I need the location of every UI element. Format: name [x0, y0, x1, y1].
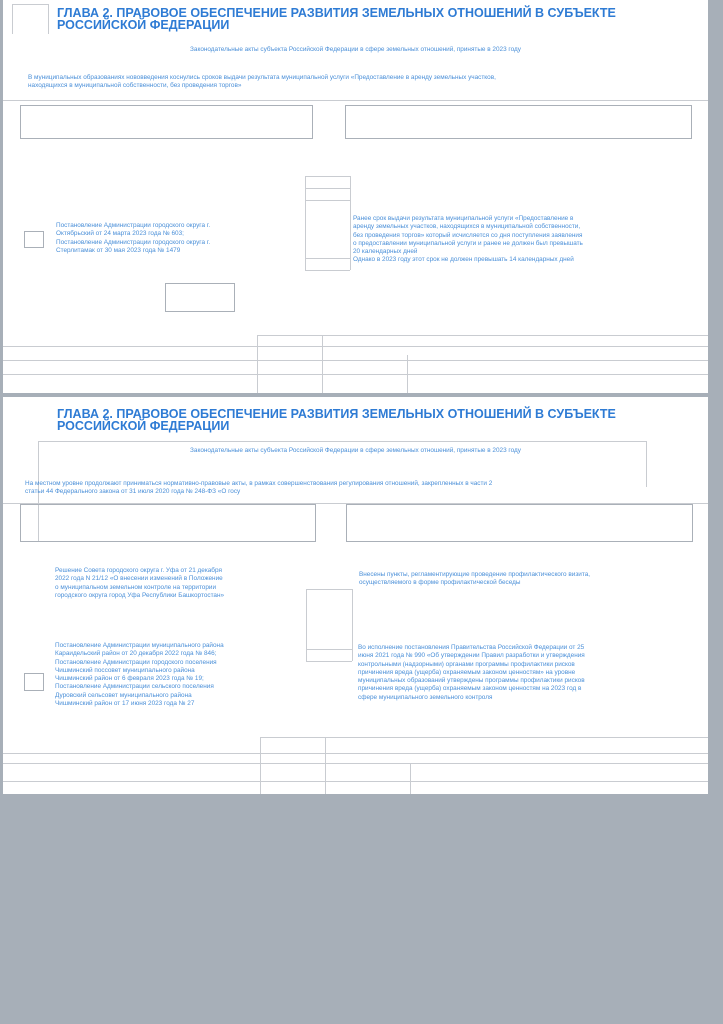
- description-line: без проведения торгов» который исчисляется со дня поступления заявления: [353, 231, 583, 239]
- description-line: Внесены пункты, регламентирующие проведение профилактического визита,: [359, 571, 591, 578]
- header-box-left: [20, 504, 316, 542]
- frame-line: [325, 737, 326, 794]
- description-line: причинения вреда (ущерба) охраняемым законом ценностям на 2023 год в: [358, 685, 582, 693]
- title-line: ГЛАВА 2. ПРАВОВОЕ ОБЕСПЕЧЕНИЕ РАЗВИТИЯ ЗЕМЕЛЬНЫХ ОТНОШЕНИЙ В СУБЪЕКТЕ: [57, 407, 616, 421]
- frame-line: [12, 4, 13, 34]
- description-line: о предоставлении муниципальной услуги и ранее не должен был превышать: [353, 239, 583, 247]
- subtitle: Законодательные акты субъекта Российской Федерации в сфере земельных отношений, принятые в 2023 году: [190, 46, 521, 53]
- document-line: Решение Совета городского округа г. Уфа от 21 декабря: [55, 567, 222, 574]
- description-line: причинения вреда (ущерба) охраняемым законом ценностям» на уровне: [358, 668, 576, 676]
- frame-line: [350, 176, 351, 270]
- description-line: Во исполнение постановления Правительства Российской Федерации от 25: [358, 644, 585, 651]
- document-line: Стерлитамак от 30 мая 2023 года № 1479: [56, 246, 181, 254]
- frame-line: [257, 335, 708, 336]
- checkbox-placeholder: [24, 231, 44, 248]
- frame-line: [3, 346, 708, 347]
- frame-line: [407, 355, 408, 393]
- intro-paragraph: [28, 74, 688, 91]
- document-line: Постановление Администрации муниципального района: [55, 642, 224, 649]
- frame-line: [260, 737, 708, 738]
- frame-line: [3, 781, 708, 782]
- documents-block-1: [55, 567, 296, 600]
- frame-line: [257, 335, 258, 393]
- description-line: контрольными (надзорными) органами программы профилактики рисков: [358, 660, 575, 668]
- frame-line: [352, 589, 353, 661]
- document-line: Чишминский поссовет муниципального района: [55, 666, 195, 674]
- frame-line: [3, 763, 708, 764]
- description-line: аренду земельных участков, находящихся в муниципальной собственности,: [353, 223, 581, 231]
- frame-line: [3, 374, 708, 375]
- frame-line: [306, 661, 352, 662]
- document-line: Октябрьский от 24 марта 2023 года № 603;: [56, 230, 184, 238]
- description-line: сфере муниципального земельного контроля: [358, 693, 493, 701]
- frame-line: [306, 589, 352, 590]
- header-box-left: [20, 105, 313, 139]
- frame-line: [305, 176, 306, 270]
- document-line: Чишминский район от 6 февраля 2023 года № 19;: [55, 675, 204, 683]
- frame-line: [306, 589, 307, 661]
- frame-line: [305, 200, 350, 201]
- frame-line: [3, 360, 708, 361]
- documents-block-2: [55, 642, 293, 708]
- document-line: Постановление Администрации городского округа г.: [56, 238, 211, 246]
- frame-line: [305, 176, 350, 177]
- document-line: о муниципальном земельном контроле на территории: [55, 583, 217, 591]
- title-line: ГЛАВА 2. ПРАВОВОЕ ОБЕСПЕЧЕНИЕ РАЗВИТИЯ ЗЕМЕЛЬНЫХ ОТНОШЕНИЙ В СУБЪЕКТЕ: [57, 6, 616, 20]
- intro-line: статьи 44 Федерального закона от 31 июля 2020 года № 248-ФЗ «О госу: [25, 488, 241, 496]
- description-paragraph: [353, 215, 683, 265]
- document-line: Постановление Администрации городского округа г.: [56, 222, 211, 229]
- intro-line: На местном уровне продолжают приниматься нормативно-правовые акты, в рамках совершенствования регулирования отношений, закрепленных в части 2: [25, 480, 493, 487]
- document-line: Постановление Администрации городского поселения: [55, 658, 217, 666]
- intro-paragraph: [25, 480, 705, 497]
- document-line: 2022 года N 21/12 «О внесении изменений в Положение: [55, 575, 223, 583]
- header-box-right: [345, 105, 692, 139]
- document-line: Постановление Администрации сельского поселения: [55, 683, 214, 691]
- description-line: осуществляемого в форме профилактической беседы: [359, 579, 521, 587]
- document-line: Караидельский район от 20 декабря 2022 года № 846;: [55, 650, 217, 658]
- frame-line: [3, 753, 708, 754]
- image-placeholder: [165, 283, 235, 312]
- document-line: городского округа город Уфа Республики Башкортостан»: [55, 591, 225, 599]
- description-line: 20 календарных дней: [353, 248, 418, 256]
- header-box-right: [346, 504, 693, 542]
- frame-line: [322, 335, 323, 393]
- document-line: Чишминский район от 17 июня 2023 года № 27: [55, 700, 195, 708]
- document-line: Дуровский сельсовет муниципального района: [55, 691, 192, 699]
- title-line: РОССИЙСКОЙ ФЕДЕРАЦИИ: [57, 419, 230, 433]
- frame-line: [38, 441, 646, 442]
- title-line: РОССИЙСКОЙ ФЕДЕРАЦИИ: [57, 18, 230, 32]
- frame-line: [260, 737, 261, 794]
- frame-line: [305, 258, 350, 259]
- frame-line: [48, 4, 49, 34]
- description-line: Однако в 2023 году этот срок не должен превышать 14 календарных дней: [353, 256, 574, 264]
- description-line: муниципальных образований утверждены программы профилактики рисков: [358, 677, 585, 685]
- description-line: июня 2021 года № 990 «Об утверждении Правил разработки и утверждения: [358, 652, 585, 660]
- intro-line: В муниципальных образованиях нововведения коснулись сроков выдачи результата муниципальной услуги «Предоставление в аренду земельных участков,: [28, 74, 496, 81]
- frame-line: [410, 763, 411, 794]
- frame-line: [305, 270, 350, 271]
- frame-line: [3, 100, 708, 101]
- description-line: Ранее срок выдачи результата муниципальной услуги «Предоставление в: [353, 215, 574, 222]
- frame-line: [305, 188, 350, 189]
- description-block-2: [358, 644, 681, 702]
- intro-line: находящихся в муниципальной собственности, без проведения торгов»: [28, 82, 242, 90]
- frame-line: [12, 4, 48, 5]
- frame-line: [306, 649, 352, 650]
- subtitle: Законодательные акты субъекта Российской Федерации в сфере земельных отношений, принятые в 2023 году: [190, 447, 521, 454]
- checkbox-placeholder: [24, 673, 44, 691]
- page-title: [57, 7, 677, 31]
- documents-list: [56, 222, 292, 255]
- description-block-1: [359, 571, 689, 588]
- page-title: [57, 408, 677, 432]
- slide-1: [3, 0, 708, 393]
- slide-2: [3, 397, 708, 794]
